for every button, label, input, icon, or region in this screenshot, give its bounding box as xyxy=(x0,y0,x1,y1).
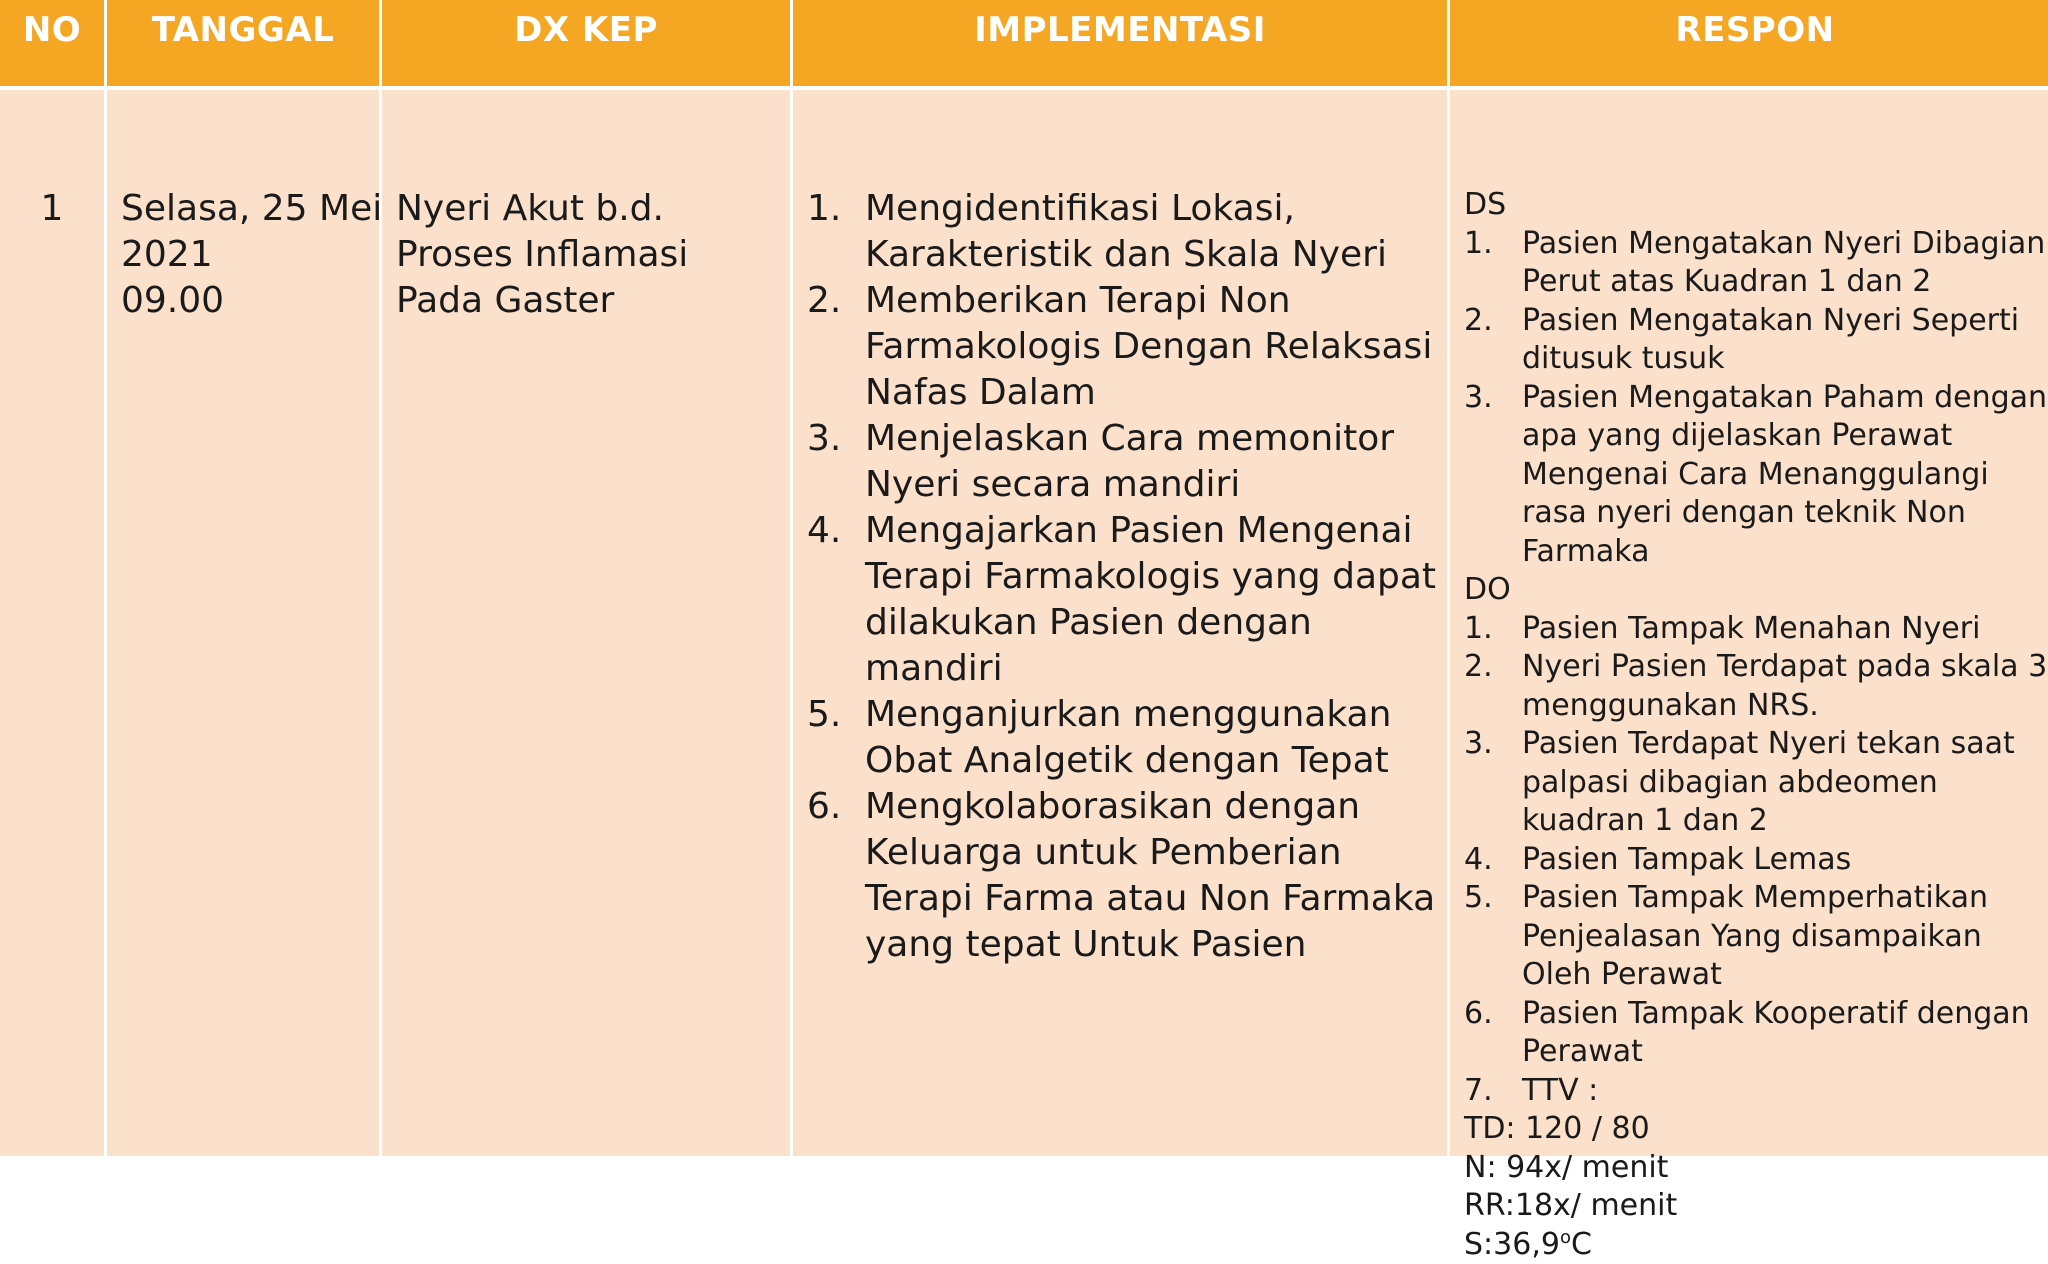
list-item xyxy=(807,692,1437,784)
list-text: Mengkolaborasikan dengan Keluarga untuk Pemberian Terapi Farma atau Non Farmaka yang tepat Untuk Pasien xyxy=(865,784,1437,968)
list-item xyxy=(1464,225,2048,302)
list-number: 6. xyxy=(807,784,865,968)
cell-dx-kep: Nyeri Akut b.d. Proses Inflamasi Pada Gaster xyxy=(382,90,790,1156)
list-number: 7. xyxy=(1464,1072,1522,1111)
list-item xyxy=(1464,302,2048,379)
header-respon: RESPON xyxy=(1450,0,2048,86)
cell-no: 1 xyxy=(0,90,104,1156)
header-implementasi: IMPLEMENTASI xyxy=(793,0,1447,86)
vital-td: TD: 120 / 80 xyxy=(1464,1110,2048,1149)
list-number: 2. xyxy=(1464,302,1522,379)
header-tanggal: TANGGAL xyxy=(107,0,379,86)
list-text: Menganjurkan menggunakan Obat Analgetik dengan Tepat xyxy=(865,692,1437,784)
list-number: 4. xyxy=(807,508,865,692)
vital-rr: RR:18x/ menit xyxy=(1464,1187,2048,1226)
list-item xyxy=(807,416,1437,508)
header-no: NO xyxy=(0,0,104,86)
list-text: Mengajarkan Pasien Mengenai Terapi Farmakologis yang dapat dilakukan Pasien dengan mandiri xyxy=(865,508,1437,692)
ds-list xyxy=(1464,225,2048,572)
list-item xyxy=(1464,725,2048,841)
do-list xyxy=(1464,610,2048,1111)
list-text: TTV : xyxy=(1522,1072,2048,1111)
ds-label: DS xyxy=(1464,186,2048,225)
do-label: DO xyxy=(1464,571,2048,610)
list-text: Pasien Mengatakan Nyeri Seperti ditusuk tusuk xyxy=(1522,302,2048,379)
list-text: Menjelaskan Cara memonitor Nyeri secara mandiri xyxy=(865,416,1437,508)
list-text: Pasien Tampak Kooperatif dengan Perawat xyxy=(1522,995,2048,1072)
date-day: Selasa, 25 Mei xyxy=(121,186,371,232)
list-number: 5. xyxy=(1464,879,1522,995)
list-number: 4. xyxy=(1464,841,1522,880)
list-number: 2. xyxy=(807,278,865,416)
list-number: 1. xyxy=(1464,610,1522,649)
list-text: Mengidentifikasi Lokasi, Karakteristik dan Skala Nyeri xyxy=(865,186,1437,278)
vital-s xyxy=(1464,1226,2048,1264)
implementasi-list xyxy=(807,186,1437,968)
list-item xyxy=(1464,995,2048,1072)
list-number: 6. xyxy=(1464,995,1522,1072)
vital-n: N: 94x/ menit xyxy=(1464,1149,2048,1188)
cell-respon xyxy=(1450,90,2048,1156)
list-item xyxy=(1464,648,2048,725)
date-time: 09.00 xyxy=(121,278,371,324)
list-number: 1. xyxy=(1464,225,1522,302)
vital-s-value: S:36,9 xyxy=(1464,1227,1560,1262)
vital-s-unit: C xyxy=(1571,1227,1592,1262)
list-item xyxy=(1464,841,2048,880)
list-number: 3. xyxy=(1464,725,1522,841)
cell-tanggal xyxy=(107,90,379,1156)
list-item xyxy=(807,278,1437,416)
list-text: Pasien Mengatakan Paham dengan apa yang dijelaskan Perawat Mengenai Cara Menanggulangi rasa nyeri dengan teknik Non Farmaka xyxy=(1522,379,2048,572)
list-item xyxy=(1464,879,2048,995)
list-text: Pasien Tampak Lemas xyxy=(1522,841,2048,880)
list-item xyxy=(1464,610,2048,649)
list-text: Pasien Tampak Memperhatikan Penjealasan Yang disampaikan Oleh Perawat xyxy=(1522,879,2048,995)
list-item xyxy=(807,186,1437,278)
list-item xyxy=(1464,1072,2048,1111)
list-text: Pasien Mengatakan Nyeri Dibagian Perut atas Kuadran 1 dan 2 xyxy=(1522,225,2048,302)
date-year: 2021 xyxy=(121,232,371,278)
list-text: Pasien Tampak Menahan Nyeri xyxy=(1522,610,2048,649)
list-item xyxy=(807,508,1437,692)
list-number: 2. xyxy=(1464,648,1522,725)
degree-sup: o xyxy=(1560,1227,1571,1248)
list-text: Memberikan Terapi Non Farmakologis Dengan Relaksasi Nafas Dalam xyxy=(865,278,1437,416)
list-number: 3. xyxy=(1464,379,1522,572)
list-item xyxy=(807,784,1437,968)
header-dx-kep: DX KEP xyxy=(382,0,790,86)
list-number: 5. xyxy=(807,692,865,784)
list-text: Nyeri Pasien Terdapat pada skala 3 menggunakan NRS. xyxy=(1522,648,2048,725)
list-text: Pasien Terdapat Nyeri tekan saat palpasi dibagian abdeomen kuadran 1 dan 2 xyxy=(1522,725,2048,841)
list-number: 3. xyxy=(807,416,865,508)
list-number: 1. xyxy=(807,186,865,278)
cell-implementasi xyxy=(793,90,1447,1156)
list-item xyxy=(1464,379,2048,572)
